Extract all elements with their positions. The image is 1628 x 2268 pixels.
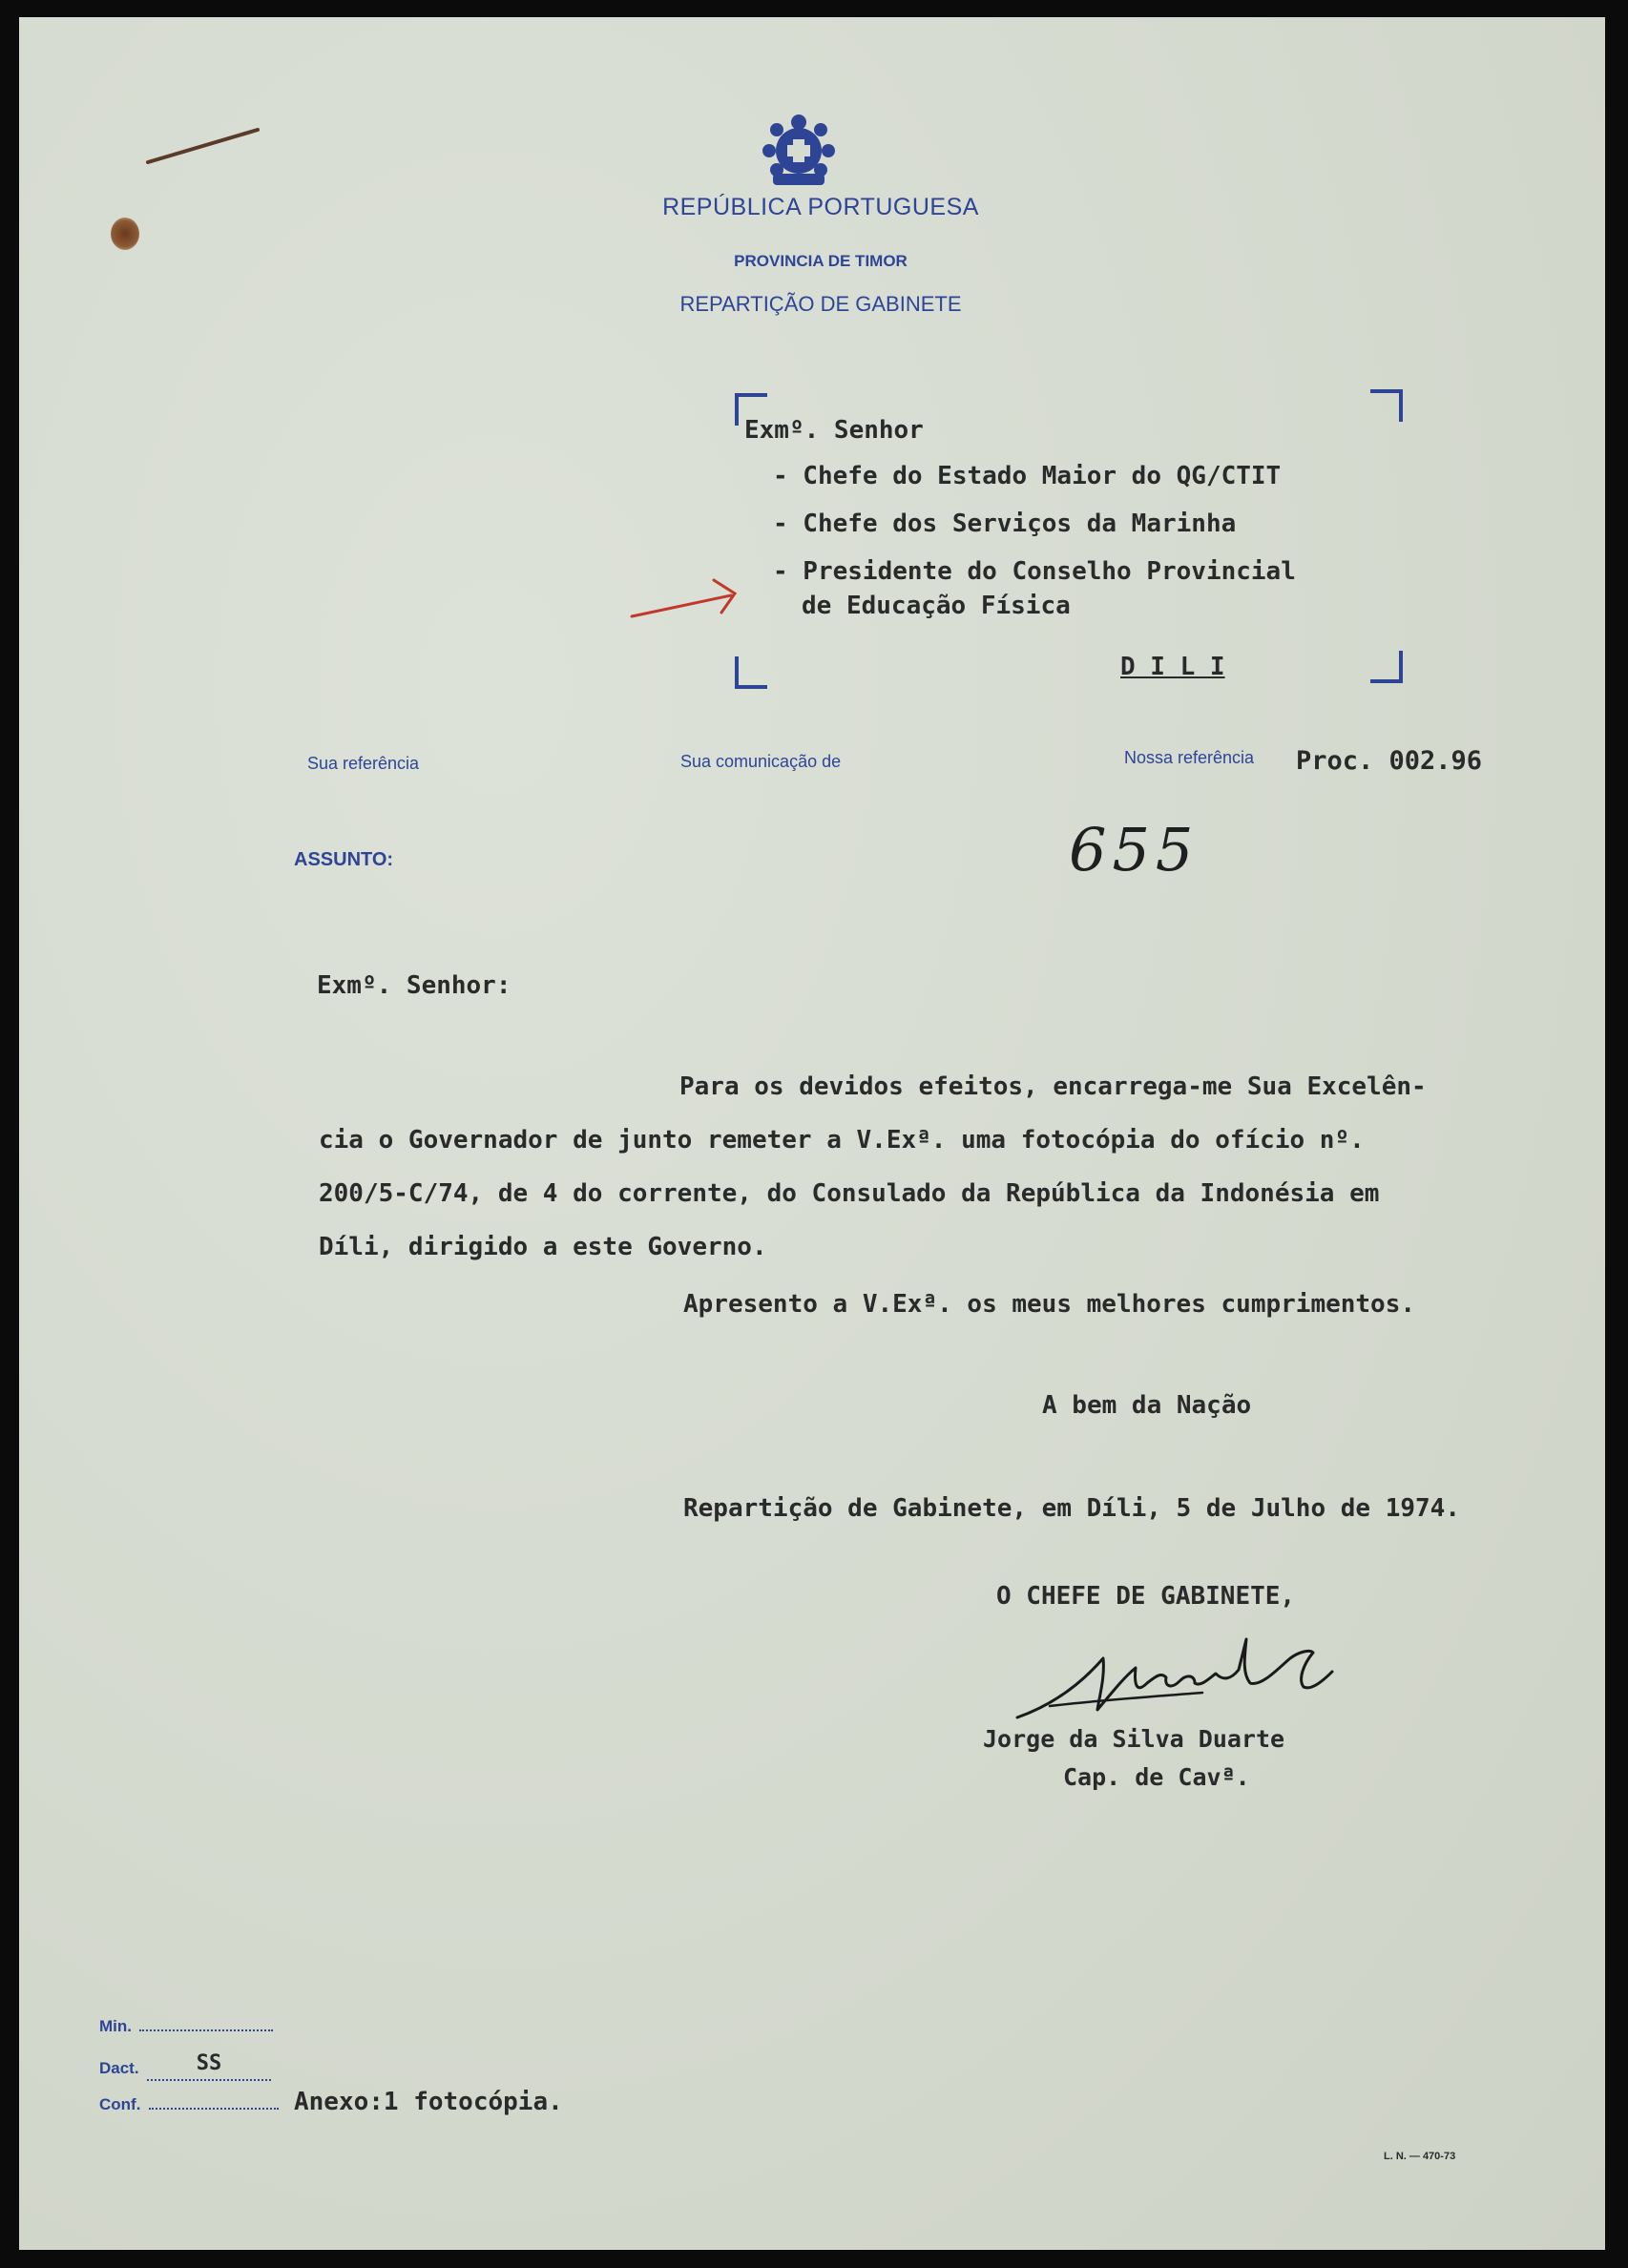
pen-scratch <box>143 113 267 170</box>
sua-referencia-label: Sua referência <box>307 754 420 773</box>
signature-name: Jorge da Silva Duarte <box>983 1725 1285 1753</box>
address-recipient-3: - Presidente do Conselho Provincial <box>773 557 1296 586</box>
handwritten-signature <box>1012 1630 1384 1735</box>
address-salutation: Exmº. Senhor <box>744 416 924 445</box>
ink-stain <box>111 218 139 250</box>
window-corner-br <box>1370 651 1403 683</box>
footer-form-code: L. N. — 470-73 <box>1384 2151 1456 2162</box>
footer-dact-row <box>99 2051 271 2081</box>
letterhead-republic: REPÚBLICA PORTUGUESA <box>662 194 979 220</box>
body-place-date: Repartição de Gabinete, em Díli, 5 de Julho de 1974. <box>683 1494 1460 1523</box>
footer-dact-line <box>147 2051 271 2081</box>
footer-conf-line <box>149 2108 279 2110</box>
nossa-referencia-label: Nossa referência <box>1124 748 1255 767</box>
nossa-referencia-value: Proc. 002.96 <box>1296 746 1483 776</box>
body-para-line-1: Para os devidos efeitos, encarrega-me Sua Excelên- <box>679 1072 1427 1101</box>
footer-min-label: Min. <box>99 2017 132 2035</box>
footer-annex: Anexo:1 fotocópia. <box>294 2088 563 2116</box>
footer-conf-label: Conf. <box>99 2095 141 2113</box>
window-corner-bl <box>735 656 767 689</box>
footer-dact-label: Dact. <box>99 2059 139 2077</box>
address-recipient-3-cont: de Educação Física <box>802 592 1071 620</box>
body-para-line-2: cia o Governador de junto remeter a V.Exª. uma fotocópia do ofício nº. <box>319 1126 1365 1155</box>
footer-min-row <box>99 2017 273 2036</box>
document-page <box>19 17 1605 2250</box>
signature-title: O CHEFE DE GABINETE, <box>996 1582 1296 1611</box>
address-city: D I L I <box>1120 653 1225 681</box>
sua-comunicacao-label: Sua comunicação de <box>680 752 842 771</box>
coat-of-arms-emblem <box>754 109 844 191</box>
letterhead-province: PROVINCIA DE TIMOR <box>734 252 908 270</box>
letterhead-department: REPARTIÇÃO DE GABINETE <box>679 292 962 316</box>
red-arrow-annotation <box>626 561 760 628</box>
body-para-line-4: Díli, dirigido a este Governo. <box>319 1233 767 1261</box>
body-para-line-3: 200/5-C/74, de 4 do corrente, do Consulado da República da Indonésia em <box>319 1179 1380 1208</box>
body-closing: A bem da Nação <box>1042 1391 1252 1420</box>
assunto-label: ASSUNTO: <box>294 849 394 870</box>
footer-dact-value: SS <box>196 2051 222 2075</box>
address-recipient-2: - Chefe dos Serviços da Marinha <box>773 510 1237 538</box>
signature-rank: Cap. de Cavª. <box>1063 1763 1250 1791</box>
window-corner-tr <box>1370 389 1403 422</box>
handwritten-number: 655 <box>1069 815 1200 884</box>
address-recipient-1: - Chefe do Estado Maior do QG/CTIT <box>773 462 1282 490</box>
body-greeting: Exmº. Senhor: <box>317 971 511 1000</box>
footer-conf-row <box>99 2095 279 2114</box>
footer-min-line <box>139 2029 273 2031</box>
body-regards: Apresento a V.Exª. os meus melhores cumprimentos. <box>683 1290 1416 1319</box>
